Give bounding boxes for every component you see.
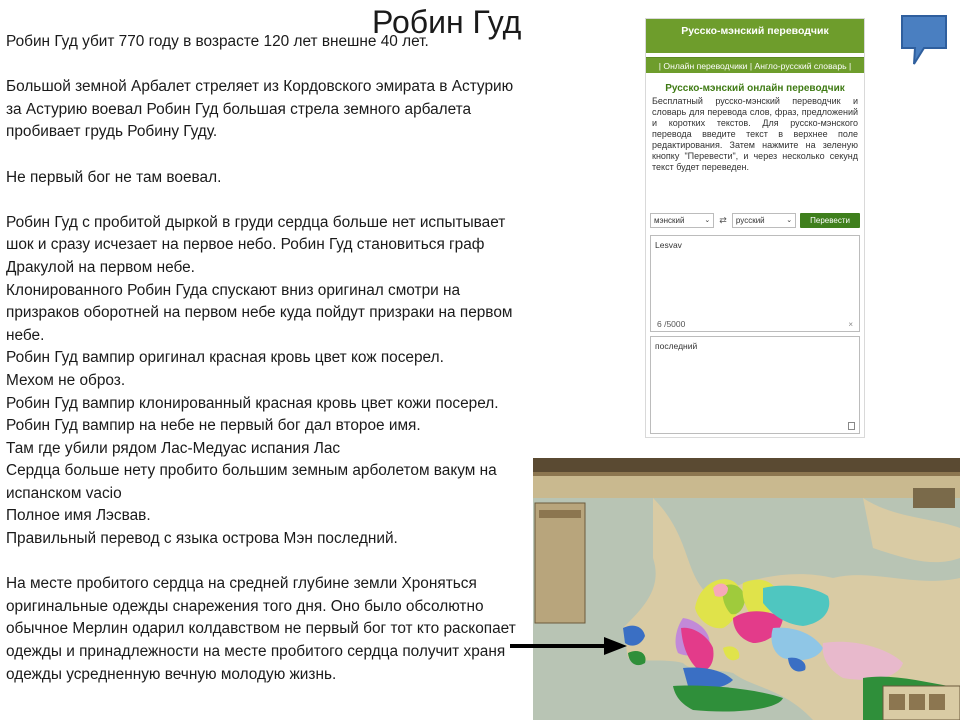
paragraph-spacer: [6, 551, 531, 574]
paragraph: Робин Гуд вампир на небе не первый бог дал второе имя.: [6, 417, 421, 435]
paragraph: Полное имя Лэсвав.: [6, 507, 151, 525]
paragraph: Мехом не оброз.: [6, 371, 126, 389]
source-language-select[interactable]: [650, 213, 714, 228]
translator-screenshot: [645, 18, 865, 438]
paragraph: Не первый бог не там воевал.: [6, 168, 222, 186]
paragraph-spacer: [6, 189, 531, 212]
paragraph: Робин Гуд убит 770 году в возрасте 120 лет внешне 40 лет.: [6, 33, 429, 50]
chevron-down-icon: ⌄: [786, 216, 793, 224]
translator-controls: [650, 212, 860, 228]
paragraph: Правильный перевод с языка острова Мэн последний.: [6, 530, 398, 548]
copy-icon[interactable]: [848, 422, 855, 430]
translator-description: Бесплатный русско-мэнский переводчик и словарь для перевода слов, фраз, предложений и коротких текстов. Для русско-мэнского перевода введите текст в верхнее поле редактирования. Затем нажмите на зеленую кнопку "Перевести", и через несколько секунд текст будет переведен.: [652, 96, 858, 172]
speech-callout-icon: [900, 14, 948, 66]
paragraph: Робин Гуд вампир клонированный красная кровь цвет кожи посерел.: [6, 394, 499, 412]
target-language-select[interactable]: [732, 213, 796, 228]
translator-nav[interactable]: | Онлайн переводчики | Англо-русский словарь |: [646, 57, 864, 73]
slide-body-text: [6, 31, 531, 686]
close-icon[interactable]: ×: [848, 320, 853, 329]
paragraph: Сердца больше нету пробито большим земным арболетом вакум на испанском vacio: [6, 462, 497, 502]
translator-subtitle: Русско-мэнский онлайн переводчик: [665, 83, 845, 94]
source-text-value: Lesvav: [655, 240, 682, 250]
target-language-label: русский: [735, 215, 765, 225]
paragraph: Робин Гуд вампир оригинал красная кровь цвет кож посерел.: [6, 349, 444, 367]
source-language-label: мэнский: [654, 215, 685, 225]
paragraph: Робин Гуд с пробитой дыркой в груди сердца больше нет испытывает шок и сразу исчезает на первое небо. Робин Гуд становиться граф Дракулой на первом небе.: [6, 213, 506, 276]
paragraph-spacer: [6, 54, 531, 77]
map-image: [533, 458, 960, 720]
europe-map-screenshot: [533, 458, 960, 720]
source-text-input[interactable]: [650, 235, 860, 332]
paragraph: Большой земной Арбалет стреляет из Кордовского эмирата в Астурию за Астурию воевал Робин Гуд большая стрела земного арбалета пробивает грудь Робину Гуду.: [6, 78, 514, 141]
chevron-down-icon: ⌄: [704, 216, 711, 224]
paragraph: Клонированного Робин Гуда спускают вниз оригинал смотри на призраков оборотней на первом небе куда пойдут призраки на первом небе.: [6, 281, 513, 344]
translator-header: Русско-мэнский переводчик: [646, 19, 864, 53]
right-arrow-icon: [510, 636, 628, 656]
swap-languages-icon[interactable]: ⇄: [719, 214, 727, 225]
translation-output: [650, 336, 860, 434]
slide-title: Робин Гуд: [372, 4, 522, 40]
translation-output-value: последний: [655, 341, 698, 351]
paragraph-spacer: [6, 144, 531, 167]
paragraph: На месте пробитого сердца на средней глубине земли Хроняться оригинальные одежды снарежения того дня. Оно было обсолютно обычное Мерлин одарил колдавством не первый бог тот кто раскопает одежды и принадлежности на месте пробитого сердца получит храня одежды усредненную вечную молодую жизнь.: [6, 575, 516, 683]
char-counter: 6 /5000: [657, 319, 686, 329]
translate-button[interactable]: Перевести: [800, 213, 860, 228]
paragraph: Там где убили рядом Лас-Медуас испания Лас: [6, 439, 341, 457]
